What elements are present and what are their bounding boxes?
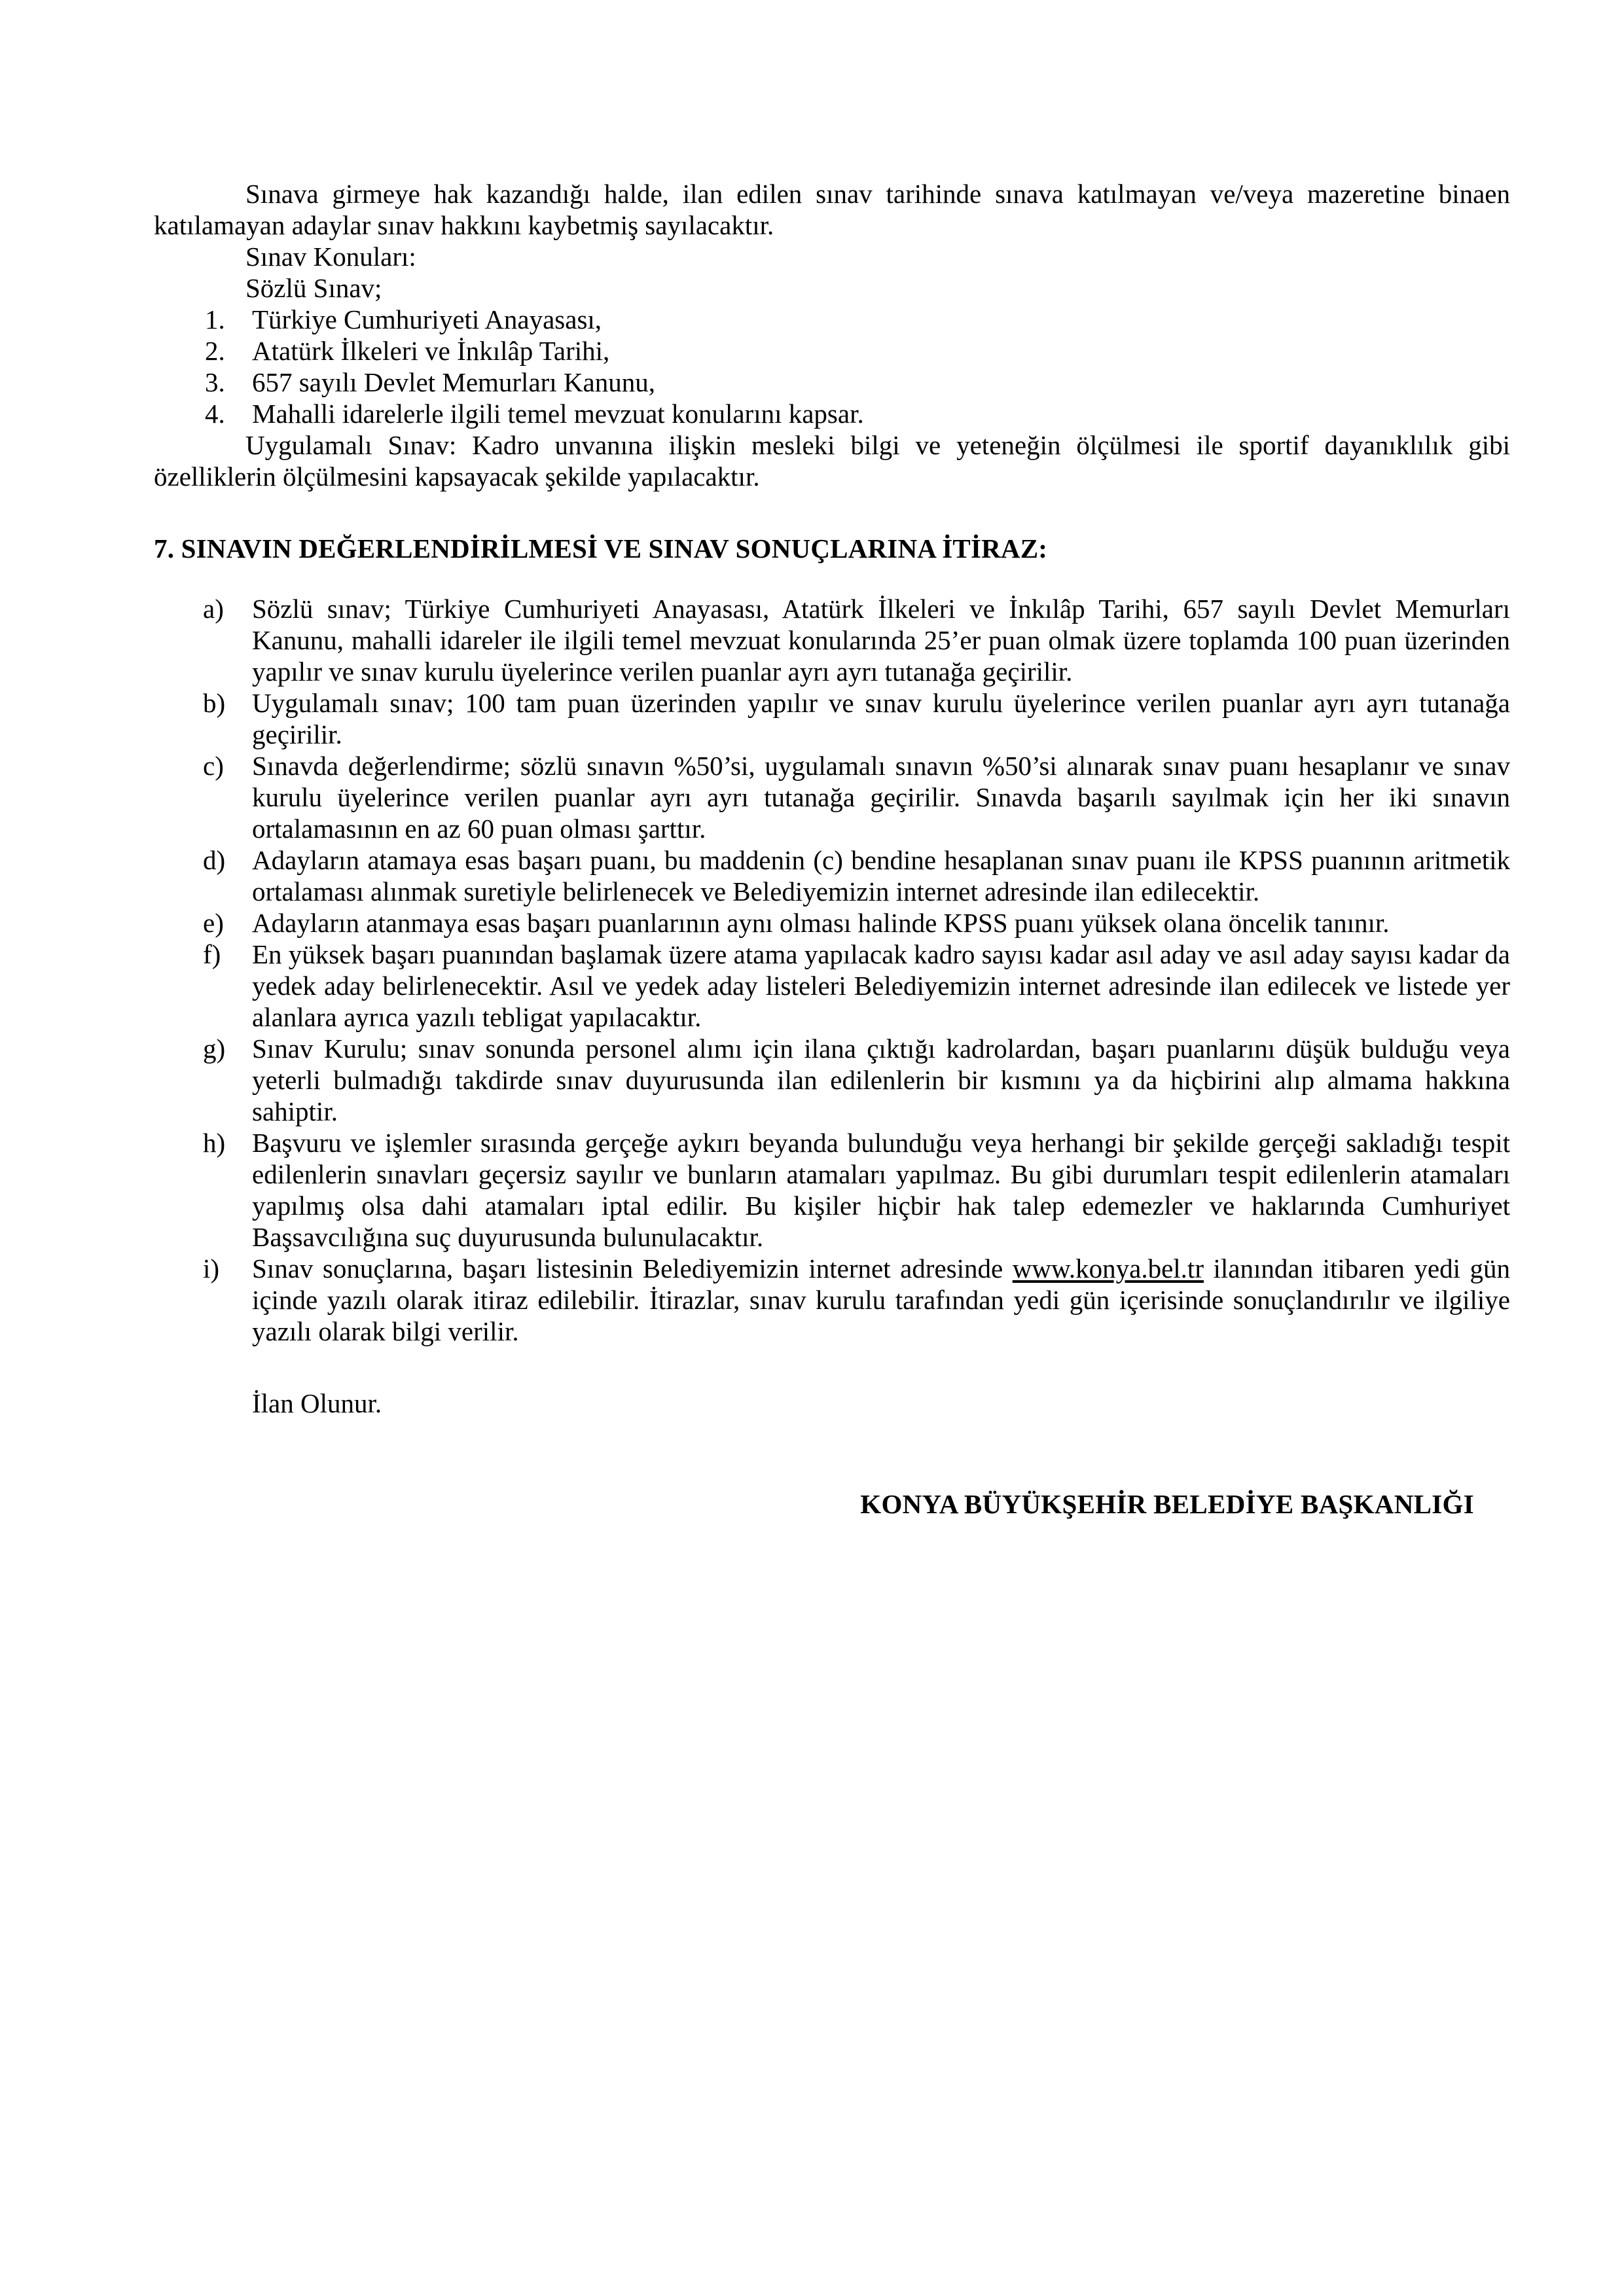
list-marker: 4. — [205, 399, 225, 429]
list-item-text: Sınav Kurulu; sınav sonunda personel alımı için ilana çıktığı kadrolardan, başarı puanlarını düşük bulduğu veya yeterli bulmadığı takdirde sınav duyurusunda ilan edilenlerin bir kısmını ya da hiçbirini alıp almama hakkına sahiptir. — [252, 1033, 1510, 1126]
list-item-text: Türkiye Cumhuriyeti Anayasası, — [252, 304, 602, 334]
list-marker: b) — [203, 688, 226, 718]
list-marker: h) — [203, 1128, 226, 1158]
list-item-text: Mahalli idarelerle ilgili temel mevzuat konularını kapsar. — [252, 399, 864, 429]
list-marker: e) — [203, 908, 224, 938]
exam-topics-list — [154, 304, 1510, 429]
spacer — [154, 1460, 1510, 1488]
list-item — [154, 750, 1510, 844]
oral-exam-label: Sözlü Sınav; — [245, 273, 382, 303]
list-item-text: Uygulamalı sınav; 100 tam puan üzerinden yapılır ve sınav kurulu üyelerince verilen puanlar ayrı ayrı tutanağa geçirilir. — [252, 688, 1510, 749]
list-marker: g) — [203, 1033, 226, 1064]
intro-paragraph: Sınava girmeye hak kazandığı halde, ilan edilen sınav tarihinde sınava katılmayan ve/veya mazeretine binaen katılamayan adaylar sınav hakkını kaybetmiş sayılacaktır. — [154, 179, 1510, 240]
closing-note: İlan Olunur. — [252, 1388, 382, 1418]
list-item — [154, 687, 1510, 750]
list-marker: 2. — [205, 336, 225, 366]
list-item — [154, 593, 1510, 687]
list-item-text: 657 sayılı Devlet Memurları Kanunu, — [252, 367, 656, 397]
exam-topics-label: Sınav Konuları: — [245, 242, 416, 272]
list-marker: c) — [203, 751, 224, 781]
spacer — [154, 564, 1510, 593]
list-item-text: Sözlü sınav; Türkiye Cumhuriyeti Anayasası, Atatürk İlkeleri ve İnkılâp Tarihi, 657 sayılı Devlet Memurları Kanunu, mahalli idareler ile ilgili temel mevzuat konularında 25’er puan olmak üzere toplamda 100 puan üzerinden yapılır ve sınav kurulu üyelerince verilen puanlar ayrı ayrı tutanağa geçirilir. — [252, 594, 1510, 687]
closing-block — [154, 1388, 1510, 1419]
list-marker: 1. — [205, 304, 225, 334]
list-marker: f) — [203, 939, 221, 969]
list-item — [154, 939, 1510, 1033]
list-item-text: Atatürk İlkeleri ve İnkılâp Tarihi, — [252, 336, 610, 366]
list-item-text: Adayların atamaya esas başarı puanı, bu maddenin (c) bendine hesaplanan sınav puanı ile KPSS puanının aritmetik ortalaması alınmak suretiyle belirlenecek ve Belediyemizin internet adresinde ilan edilecektir. — [252, 845, 1510, 906]
list-marker: d) — [203, 845, 226, 875]
evaluation-items-list — [154, 593, 1510, 1347]
list-item — [154, 1033, 1510, 1127]
list-marker: i) — [203, 1253, 220, 1283]
signature-block: KONYA BÜYÜKŞEHİR BELEDİYE BAŞKANLIĞI — [860, 1489, 1474, 1519]
spacer — [154, 492, 1510, 533]
list-item-text: En yüksek başarı puanından başlamak üzere atama yapılacak kadro sayısı kadar asıl aday ve asıl aday sayısı kadar da yedek aday belirlenecektir. Asıl ve yedek aday listeleri Belediyemizin internet adresinde ilan edilecek ve listede yer alanlara ayrıca yazılı tebligat yapılacaktır. — [252, 939, 1510, 1032]
list-item — [154, 844, 1510, 907]
list-item-text-before-link: Sınav sonuçlarına, başarı listesinin Belediyemizin internet adresinde — [252, 1253, 1013, 1283]
list-item — [154, 907, 1510, 939]
website-link[interactable]: www.konya.bel.tr — [1012, 1253, 1204, 1283]
list-item — [154, 398, 1510, 429]
list-item-text: Başvuru ve işlemler sırasında gerçeğe aykırı beyanda bulunduğu veya herhangi bir şekilde gerçeği sakladığı tespit edilenlerin sınavları geçersiz sayılır ve bunların atamaları yapılmaz. Bu gibi durumları tespit edilenlerin atamaları yapılmış olsa dahi atamaları iptal edilir. Bu kişiler hiçbir hak talep edemezler ve haklarında Cumhuriyet Başsavcılığına suç duyurusunda bulunulacaktır. — [252, 1128, 1510, 1252]
list-item — [154, 1127, 1510, 1253]
page-title: 7. SINAVIN DEĞERLENDİRİLMESİ VE SINAV SONUÇLARINA İTİRAZ: — [154, 533, 1048, 564]
list-marker: a) — [203, 594, 224, 624]
list-item — [154, 304, 1510, 335]
list-item-text-after-link: ilanından itibaren yedi gün içinde yazılı olarak itiraz edilebilir. İtirazlar, sınav kurulu tarafından yedi gün içerisinde sonuçlandırılır ve ilgiliye yazılı olarak bilgi verilir. — [252, 1253, 1510, 1346]
list-item — [154, 335, 1510, 367]
spacer — [154, 1419, 1510, 1460]
list-item-text: Adayların atanmaya esas başarı puanlarının aynı olması halinde KPSS puanı yüksek olana öncelik tanınır. — [252, 908, 1390, 938]
list-item-with-link — [154, 1253, 1510, 1347]
list-marker: 3. — [205, 367, 225, 397]
document-body — [154, 178, 1510, 1520]
list-item — [154, 367, 1510, 398]
spacer — [154, 1347, 1510, 1388]
practical-exam-paragraph: Uygulamalı Sınav: Kadro unvanına ilişkin mesleki bilgi ve yeteneğin ölçülmesi ile sportif dayanıklılık gibi özelliklerin ölçülmesini kapsayacak şekilde yapılacaktır. — [154, 430, 1510, 492]
list-item-text: Sınavda değerlendirme; sözlü sınavın %50’si, uygulamalı sınavın %50’si alınarak sınav puanı hesaplanır ve sınav kurulu üyelerince verilen puanlar ayrı ayrı tutanağa geçirilir. Sınavda başarılı sayılmak için her iki sınavın ortalamasının en az 60 puan olması şarttır. — [252, 751, 1510, 844]
